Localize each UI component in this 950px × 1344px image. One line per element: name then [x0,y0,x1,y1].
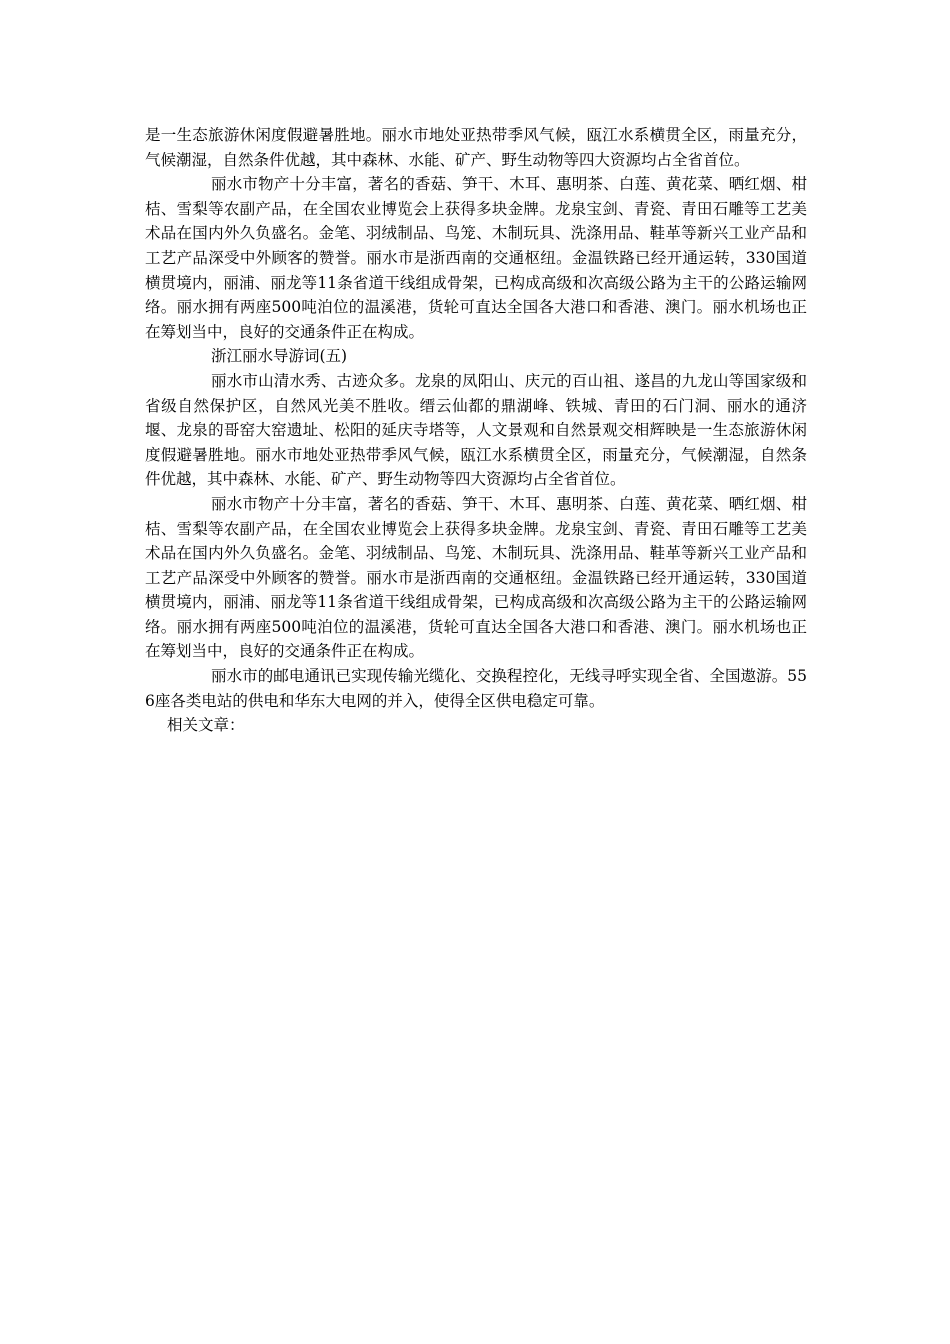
related-articles-label: 相关文章： [167,716,245,735]
paragraph-telecom-power: 丽水市的邮电通讯已实现传输光缆化、交换程控化，无线寻呼实现全省、全国遨游。556座各类电站的供电和华东大电网的并入，使得全区供电稳定可靠。 [145,667,807,710]
document-page [145,123,807,738]
section-heading: 浙江丽水导游词(五) [211,347,348,366]
paragraph-products-transport-repeat: 丽水市物产十分丰富，著名的香菇、笋干、木耳、惠明茶、白莲、黄花菜、晒红烟、柑桔、雪梨等农副产品，在全国农业博览会上获得多块金牌。龙泉宝剑、青瓷、青田石雕等工艺美术品在国内外久负盛名。金笔、羽绒制品、鸟笼、木制玩具、洗涤用品、鞋革等新兴工业产品和工艺产品深受中外顾客的赞誉。丽水市是浙西南的交通枢纽。金温铁路已经开通运转，330国道横贯境内，丽浦、丽龙等11条省道干线组成骨架，已构成高级和次高级公路为主干的公路运输网络。丽水拥有两座500吨泊位的温溪港，货轮可直达全国各大港口和香港、澳门。丽水机场也正在筹划当中，良好的交通条件正在构成。 [145,494,807,661]
paragraph-products-transport: 丽水市物产十分丰富，著名的香菇、笋干、木耳、惠明茶、白莲、黄花菜、晒红烟、柑桔、雪梨等农副产品，在全国农业博览会上获得多块金牌。龙泉宝剑、青瓷、青田石雕等工艺美术品在国内外久负盛名。金笔、羽绒制品、鸟笼、木制玩具、洗涤用品、鞋革等新兴工业产品和工艺产品深受中外顾客的赞誉。丽水市是浙西南的交通枢纽。金温铁路已经开通运转，330国道横贯境内，丽浦、丽龙等11条省道干线组成骨架，已构成高级和次高级公路为主干的公路运输网络。丽水拥有两座500吨泊位的温溪港，货轮可直达全国各大港口和香港、澳门。丽水机场也正在筹划当中，良好的交通条件正在构成。 [145,175,807,341]
paragraph-ecotourism-intro: 是一生态旅游休闲度假避暑胜地。丽水市地处亚热带季风气候，瓯江水系横贯全区，雨量充分，气候潮湿，自然条件优越，其中森林、水能、矿产、野生动物等四大资源均占全省首位。 [145,126,807,169]
paragraph-scenery: 丽水市山清水秀、古迹众多。龙泉的凤阳山、庆元的百山祖、遂昌的九龙山等国家级和省级自然保护区，自然风光美不胜收。缙云仙都的鼎湖峰、铁城、青田的石门洞、丽水的通济堰、龙泉的哥窑大窑遗址、松阳的延庆寺塔等，人文景观和自然景观交相辉映是一生态旅游休闲度假避暑胜地。丽水市地处亚热带季风气候，瓯江水系横贯全区，雨量充分，气候潮湿，自然条件优越，其中森林、水能、矿产、野生动物等四大资源均占全省首位。 [145,371,807,489]
